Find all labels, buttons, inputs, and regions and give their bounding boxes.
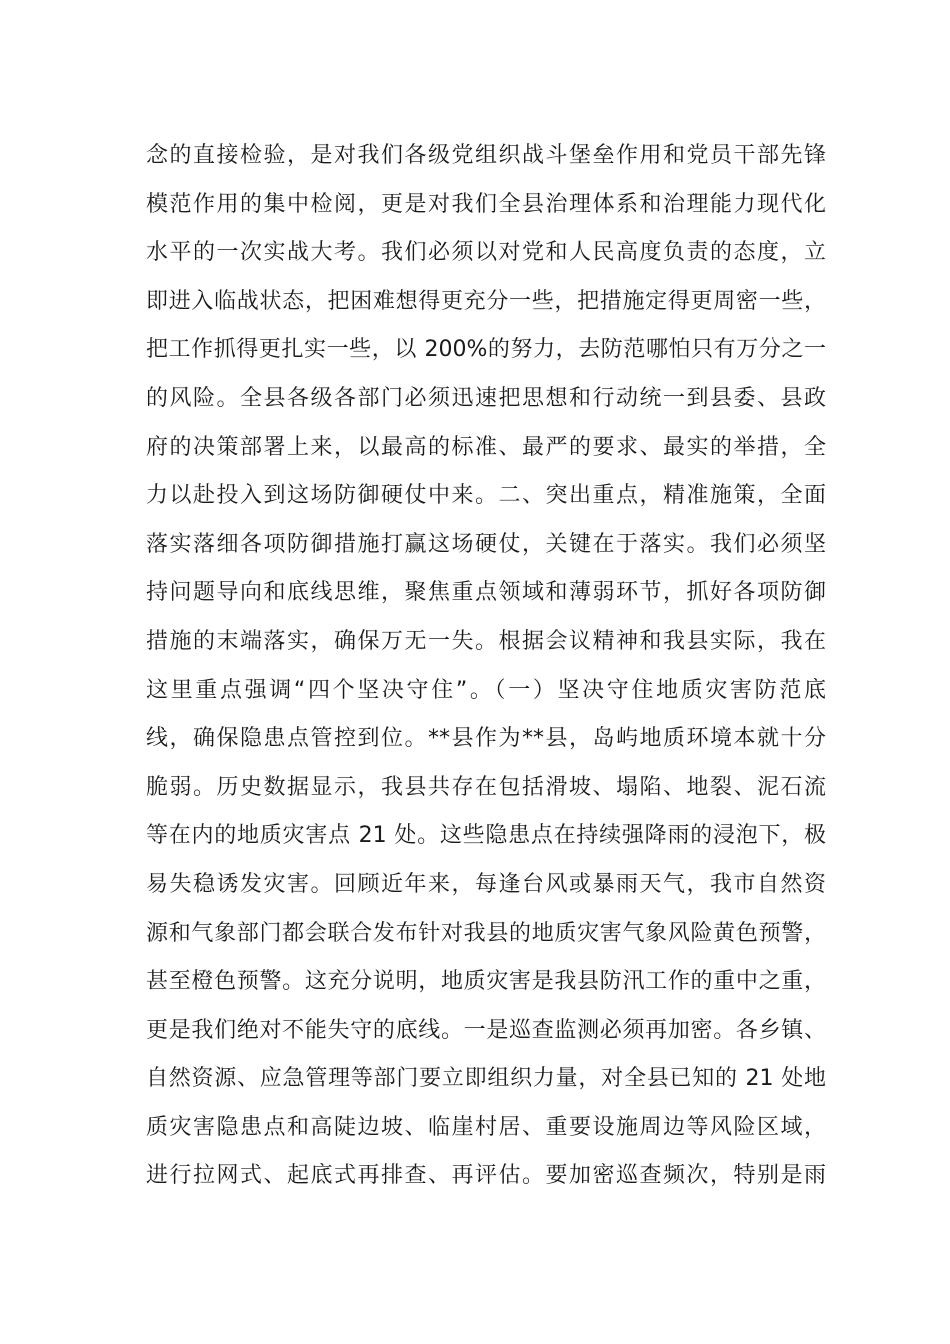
text-line: 模范作用的集中检阅，更是对我们全县治理体系和治理能力现代化 xyxy=(146,191,826,217)
text-line: 落实落细各项防御措施打赢这场硬仗，关键在于落实。我们必须坚 xyxy=(146,531,826,557)
body-text xyxy=(146,132,826,1201)
text-line: 持问题导向和底线思维，聚焦重点领域和薄弱环节，抓好各项防御 xyxy=(146,580,826,606)
text-line: 府的决策部署上来，以最高的标准、最严的要求、最实的举措，全 xyxy=(146,434,826,460)
text-line: 措施的末端落实，确保万无一失。根据会议精神和我县实际，我在 xyxy=(146,628,826,654)
text-line: 线，确保隐患点管控到位。**县作为**县，岛屿地质环境本就十分 xyxy=(146,726,826,752)
text-line: 源和气象部门都会联合发布针对我县的地质灾害气象风险黄色预警， xyxy=(146,920,826,946)
text-line: 更是我们绝对不能失守的底线。一是巡查监测必须再加密。各乡镇、 xyxy=(146,1017,826,1043)
text-line: 把工作抓得更扎实一些，以 200%的努力，去防范哪怕只有万分之一 xyxy=(146,337,826,363)
text-line: 的风险。全县各级各部门必须迅速把思想和行动统一到县委、县政 xyxy=(146,385,826,411)
text-line: 脆弱。历史数据显示，我县共存在包括滑坡、塌陷、地裂、泥石流 xyxy=(146,774,826,800)
text-line: 力以赴投入到这场防御硬仗中来。二、突出重点，精准施策，全面 xyxy=(146,483,826,509)
text-line: 甚至橙色预警。这充分说明，地质灾害是我县防汛工作的重中之重， xyxy=(146,969,826,995)
text-line: 即进入临战状态，把困难想得更充分一些，把措施定得更周密一些， xyxy=(146,288,826,314)
text-line: 进行拉网式、起底式再排查、再评估。要加密巡查频次，特别是雨 xyxy=(146,1163,826,1189)
text-line: 等在内的地质灾害点 21 处。这些隐患点在持续强降雨的浸泡下，极 xyxy=(146,823,826,849)
text-line: 自然资源、应急管理等部门要立即组织力量，对全县已知的 21 处地 xyxy=(146,1066,826,1092)
text-line: 这里重点强调“四个坚决守住”。（一）坚决守住地质灾害防范底 xyxy=(146,677,826,703)
text-line: 水平的一次实战大考。我们必须以对党和人民高度负责的态度，立 xyxy=(146,240,826,266)
text-line: 易失稳诱发灾害。回顾近年来，每逢台风或暴雨天气，我市自然资 xyxy=(146,871,826,897)
text-line: 念的直接检验，是对我们各级党组织战斗堡垒作用和党员干部先锋 xyxy=(146,143,826,168)
text-line: 质灾害隐患点和高陡边坡、临崖村居、重要设施周边等风险区域， xyxy=(146,1114,826,1140)
